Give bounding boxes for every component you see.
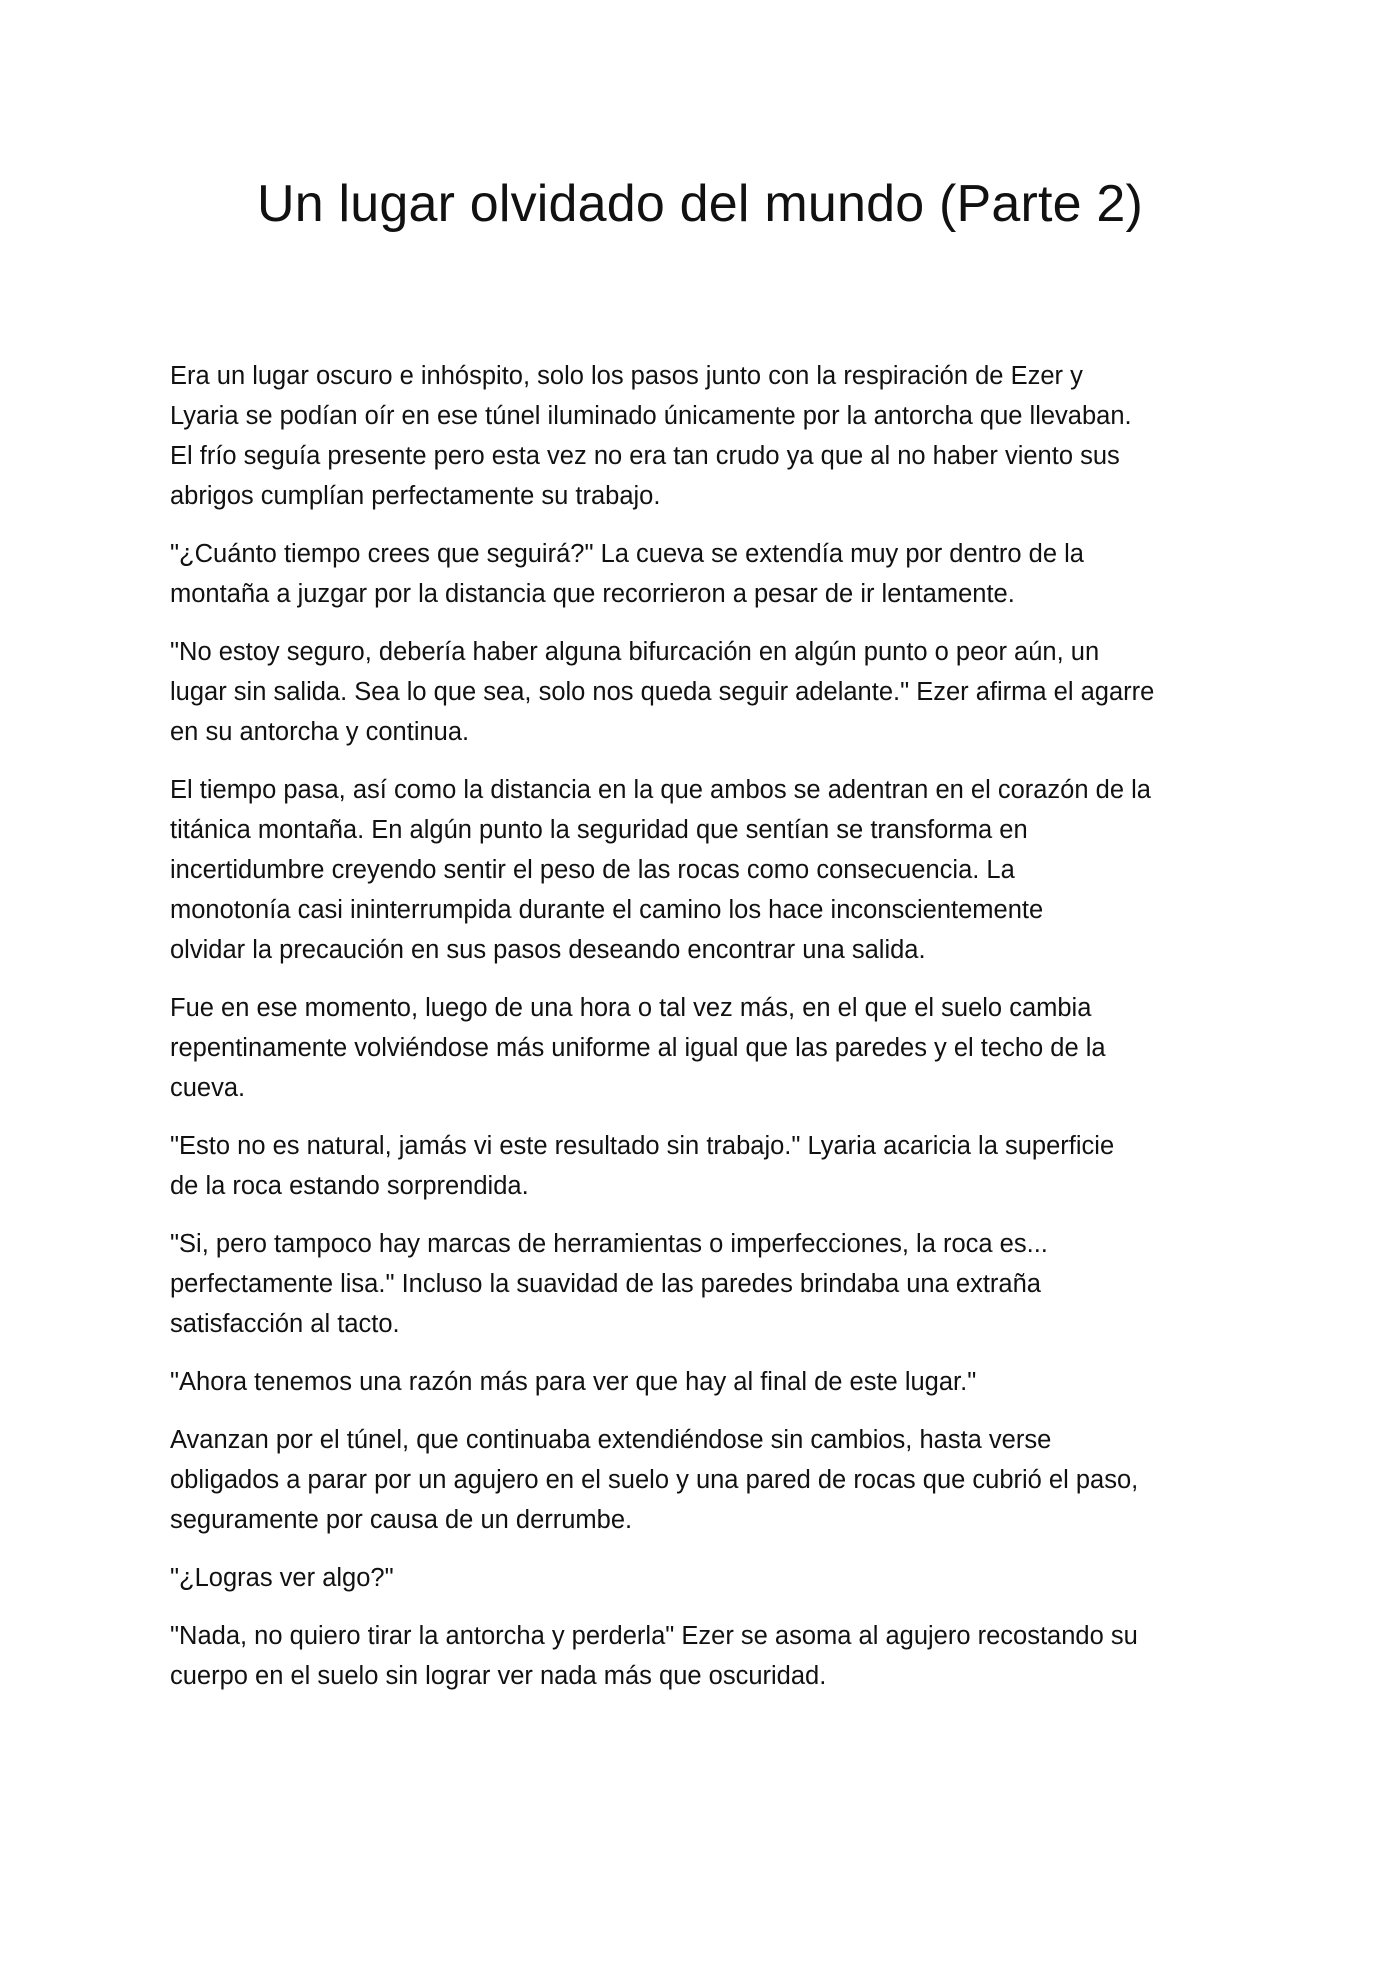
paragraph-line: olvidar la precaución en sus pasos deseando encontrar una salida.	[170, 936, 926, 964]
paragraph-line: incertidumbre creyendo sentir el peso de las rocas como consecuencia. La	[170, 856, 1015, 884]
page-title: Un lugar olvidado del mundo (Parte 2)	[256, 175, 1144, 233]
document-body	[170, 356, 1240, 1714]
paragraph	[170, 356, 1240, 516]
paragraph	[170, 1420, 1240, 1540]
paragraph-line: "Nada, no quiero tirar la antorcha y perderla" Ezer se asoma al agujero recostando su	[170, 1622, 1138, 1650]
paragraph-line: "No estoy seguro, debería haber alguna bifurcación en algún punto o peor aún, un	[170, 638, 1100, 666]
paragraph-line: "Esto no es natural, jamás vi este resultado sin trabajo." Lyaria acaricia la superficie	[170, 1132, 1115, 1160]
paragraph-line: Lyaria se podían oír en ese túnel iluminado únicamente por la antorcha que llevaban.	[170, 402, 1132, 430]
paragraph-line: seguramente por causa de un derrumbe.	[170, 1506, 633, 1534]
paragraph	[170, 770, 1240, 970]
paragraph	[170, 1558, 1240, 1598]
paragraph-line: obligados a parar por un agujero en el suelo y una pared de rocas que cubrió el paso,	[170, 1466, 1139, 1494]
paragraph-line: monotonía casi ininterrumpida durante el camino los hace inconscientemente	[170, 896, 1044, 924]
paragraph	[170, 988, 1240, 1108]
paragraph-line: Fue en ese momento, luego de una hora o tal vez más, en el que el suelo cambia	[170, 994, 1092, 1022]
paragraph-line: "Ahora tenemos una razón más para ver que hay al final de este lugar."	[170, 1368, 977, 1396]
paragraph	[170, 1616, 1240, 1696]
paragraph-line: Avanzan por el túnel, que continuaba extendiéndose sin cambios, hasta verse	[170, 1426, 1052, 1454]
paragraph	[170, 1126, 1240, 1206]
paragraph	[170, 534, 1240, 614]
paragraph-line: "¿Cuánto tiempo crees que seguirá?" La cueva se extendía muy por dentro de la	[170, 540, 1084, 568]
paragraph-line: lugar sin salida. Sea lo que sea, solo nos queda seguir adelante." Ezer afirma el agarre	[170, 678, 1155, 706]
paragraph	[170, 1362, 1240, 1402]
paragraph-line: en su antorcha y continua.	[170, 718, 470, 746]
paragraph-line: montaña a juzgar por la distancia que recorrieron a pesar de ir lentamente.	[170, 580, 1015, 608]
paragraph-line: perfectamente lisa." Incluso la suavidad de las paredes brindaba una extraña	[170, 1270, 1041, 1298]
paragraph-line: "Si, pero tampoco hay marcas de herramientas o imperfecciones, la roca es...	[170, 1230, 1048, 1258]
paragraph	[170, 1224, 1240, 1344]
paragraph-line: titánica montaña. En algún punto la seguridad que sentían se transforma en	[170, 816, 1028, 844]
paragraph-line: abrigos cumplían perfectamente su trabajo.	[170, 482, 661, 510]
paragraph-line: El tiempo pasa, así como la distancia en la que ambos se adentran en el corazón de la	[170, 776, 1151, 804]
paragraph-line: repentinamente volviéndose más uniforme al igual que las paredes y el techo de la	[170, 1034, 1106, 1062]
paragraph-line: "¿Logras ver algo?"	[170, 1564, 394, 1592]
paragraph	[170, 632, 1240, 752]
paragraph-line: cuerpo en el suelo sin lograr ver nada más que oscuridad.	[170, 1662, 827, 1690]
paragraph-line: satisfacción al tacto.	[170, 1310, 400, 1338]
paragraph-line: cueva.	[170, 1074, 246, 1102]
paragraph-line: El frío seguía presente pero esta vez no era tan crudo ya que al no haber viento sus	[170, 442, 1120, 470]
paragraph-line: de la roca estando sorprendida.	[170, 1172, 529, 1200]
paragraph-line: Era un lugar oscuro e inhóspito, solo los pasos junto con la respiración de Ezer y	[170, 362, 1083, 390]
